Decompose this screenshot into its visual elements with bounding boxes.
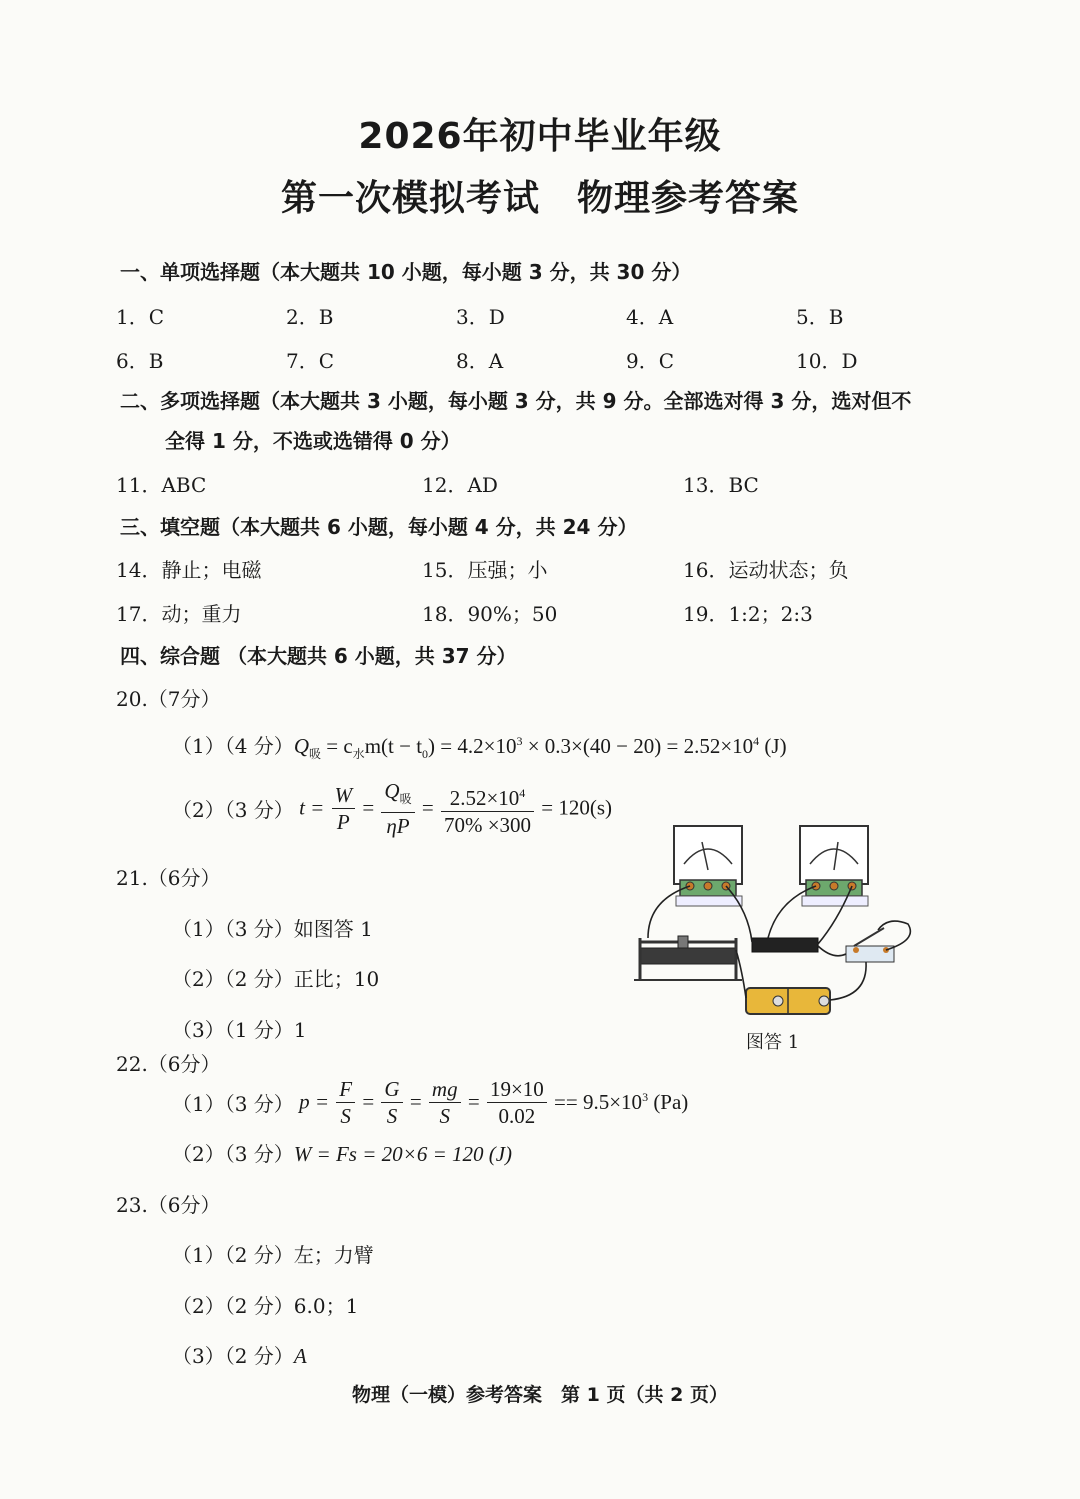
q20-part2-formula: t = $\frac{W}{P}$ = $\frac{Q_吸}{\eta P}$ = $\frac{2.52\times 10^4}{70\% \times 300}$ = 120(s) [299,779,613,839]
q23-part3-label: （3）（2 分） [172,1344,294,1368]
answer-16: 16．运动状态；负 [683,558,849,582]
rheostat-icon [634,936,742,980]
q22-part1-label: （1）（3 分） [172,1092,294,1116]
q20-part2 [172,778,612,839]
q23-part2: （2）（2 分）6.0；1 [172,1294,359,1318]
answer-6: 6．B [116,349,164,373]
answer-5: 5．B [796,305,844,329]
q20-part1-label: （1）（4 分） [172,734,294,758]
answer-7: 7．C [286,349,335,373]
q23-part1: （1）（2 分）左；力臂 [172,1243,374,1267]
switch-icon [846,928,894,962]
answer-10: 10．D [796,349,858,373]
answer-4: 4．A [626,305,674,329]
section-4-title: 四、综合题 （本大题共 6 小题，共 37 分） [120,644,517,668]
answer-15: 15．压强；小 [422,558,548,582]
q20-part1-formula: $Q_吸 = c_水m(t - t_0) = 4.2\times 10^3 \times 0.3\times(40 - 20) = 2.52\times 10^4$ (J) [293,734,787,762]
answer-12: 12．AD [422,473,498,497]
q20-part2-label: （2）（3 分） [172,798,294,823]
section-2-title-cont: 全得 1 分，不选或选错得 0 分） [165,429,461,453]
q23-part3-answer: A [293,1344,307,1368]
q20-part1 [172,730,787,762]
answer-9: 9．C [626,349,675,373]
answer-13: 13．BC [683,473,759,497]
voltmeter-icon [800,826,868,906]
page-title: 2026年初中毕业年级 [358,116,722,157]
q23-heading: 23.（6分） [116,1193,221,1217]
answer-8: 8．A [456,349,504,373]
answer-19: 19．1:2；2:3 [683,602,813,626]
answer-18: 18．90%；50 [422,602,558,626]
q21-part2: （2）（2 分）正比；10 [172,967,380,991]
page-footer: 物理（一模）参考答案 第 1 页（共 2 页） [352,1384,728,1406]
answer-3: 3．D [456,305,505,329]
answer-11: 11．ABC [116,473,207,497]
q22-part1-formula: p = $\frac{F}{S}$ = $\frac{G}{S}$ = $\frac{mg}{S}$ = $\frac{19\times 10}{0.02}$ == $9.5\times 10^3$ (Pa) [299,1077,689,1128]
section-2-title: 二、多项选择题（本大题共 3 小题，每小题 3 分，共 9 分。全部选对得 3 分，选对但不 [120,389,912,413]
answer-17: 17．动；重力 [116,602,242,626]
battery-icon [746,988,830,1014]
page-subtitle: 第一次模拟考试 物理参考答案 [280,178,799,219]
section-3-title: 三、填空题（本大题共 6 小题，每小题 4 分，共 24 分） [120,515,638,539]
q23-part3 [172,1340,307,1369]
q22-part2-label: （2）（3 分） [172,1142,294,1166]
answer-2: 2．B [286,305,334,329]
circuit-figure [628,820,928,1025]
answer-1: 1．C [116,305,165,329]
q21-part1: （1）（3 分）如图答 1 [172,917,373,941]
resistor-icon [752,938,818,952]
q22-part2-formula: W = Fs = 20×6 = 120 (J) [293,1142,513,1166]
q21-part3: （3）（1 分）1 [172,1018,307,1042]
figure-caption: 图答 1 [746,1032,800,1053]
answer-14: 14．静止；电磁 [116,558,262,582]
q20-heading: 20.（7分） [116,687,221,711]
q22-part2 [172,1138,512,1167]
section-1-title: 一、单项选择题（本大题共 10 小题，每小题 3 分，共 30 分） [120,260,692,284]
q22-part1 [172,1076,688,1129]
q21-heading: 21.（6分） [116,866,221,890]
q22-heading: 22.（6分） [116,1052,221,1076]
